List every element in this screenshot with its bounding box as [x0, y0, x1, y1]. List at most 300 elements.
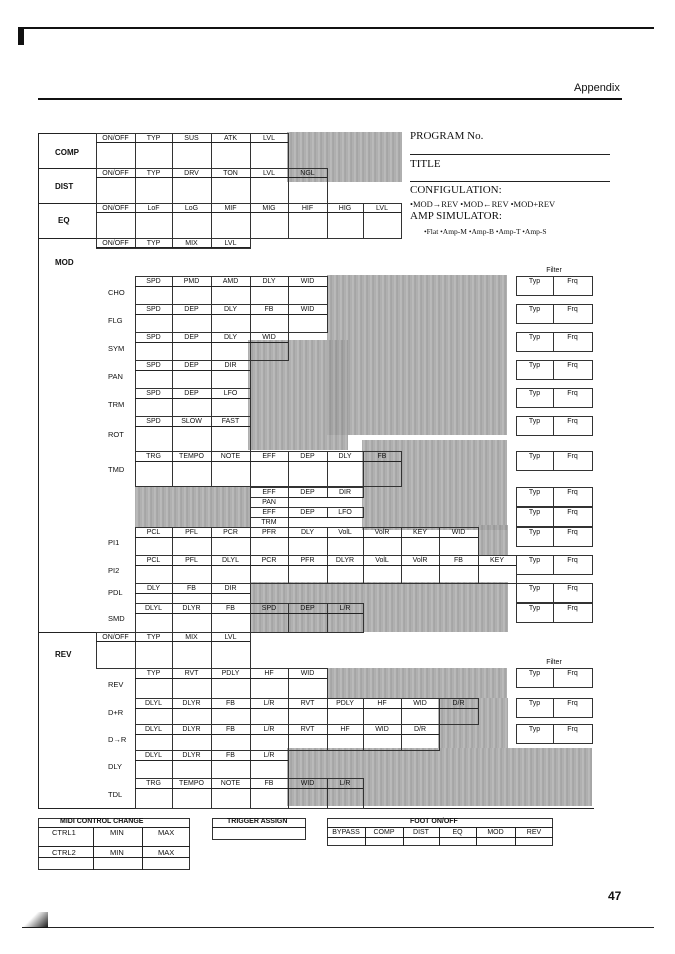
row-name-rev: REV — [108, 680, 124, 689]
filter-typ: Typ — [528, 278, 541, 285]
param-divider — [288, 517, 327, 518]
midi-ctrl2: CTRL2 — [52, 848, 76, 857]
param-divider — [135, 593, 172, 594]
param-divider — [135, 398, 172, 399]
midi-max-1: MAX — [158, 828, 175, 837]
param-divider — [288, 678, 327, 679]
param-label-dist: TYP — [146, 170, 161, 177]
param-divider — [211, 678, 250, 679]
header-rule — [38, 98, 622, 100]
trigger-line — [212, 827, 306, 828]
param-divider — [250, 734, 288, 735]
param-divider — [288, 613, 327, 614]
param-divider — [211, 142, 250, 143]
param-label-flg: SPD — [146, 306, 161, 313]
param-divider — [96, 212, 135, 213]
filter-typ: Typ — [528, 489, 541, 496]
param-divider — [172, 678, 211, 679]
param-divider — [135, 212, 172, 213]
param-divider — [211, 641, 250, 642]
foot-item-4: MOD — [487, 829, 504, 836]
param-label-comp: ATK — [223, 135, 238, 142]
param-label-dtr: FB — [226, 726, 235, 733]
param-label-tmd2: DIR — [338, 489, 352, 496]
param-divider — [211, 593, 250, 594]
param-label-dly: FB — [226, 752, 235, 759]
param-label-eq: HIF — [301, 205, 314, 212]
param-divider — [288, 734, 327, 735]
param-label-pi1: PFL — [185, 529, 198, 536]
param-divider — [135, 613, 172, 614]
param-divider — [172, 398, 211, 399]
label-dist: DIST — [55, 182, 74, 191]
foot-divider — [439, 827, 440, 846]
param-label-dpr: DLYR — [182, 700, 201, 707]
filter-frq: Frq — [567, 453, 578, 460]
param-divider — [211, 734, 250, 735]
filter-frq: Frq — [567, 585, 578, 592]
param-label-pi2: PFR — [300, 557, 315, 564]
param-label-tmd: TRG — [146, 453, 161, 460]
shade-8 — [327, 668, 507, 698]
param-divider — [172, 613, 211, 614]
param-divider — [250, 537, 288, 538]
row-name-dly: DLY — [108, 762, 123, 771]
param-label-flg: FB — [264, 306, 274, 313]
param-divider — [211, 788, 250, 789]
param-label-dtr: HF — [340, 726, 350, 733]
shade-2 — [327, 275, 507, 435]
param-label-tdl: TEMPO — [179, 780, 204, 787]
midi-min-1: MIN — [110, 828, 124, 837]
filter-typ: Typ — [528, 605, 541, 612]
param-label-rev_top: TYP — [146, 634, 161, 641]
param-label-pdl: DIR — [224, 585, 237, 592]
param-label-rot: SLOW — [181, 418, 202, 425]
param-divider — [288, 461, 327, 462]
param-label-pi1: PCL — [146, 529, 161, 536]
param-divider — [288, 212, 327, 213]
param-divider — [172, 212, 211, 213]
param-label-tdl: TRG — [146, 780, 161, 787]
param-label-dtr: L/R — [263, 726, 275, 733]
param-label-dtr: DLYL — [145, 726, 162, 733]
left-border — [38, 133, 39, 809]
param-divider — [401, 734, 439, 735]
sep-mod — [38, 238, 96, 239]
midi-vline-2 — [142, 827, 143, 870]
param-divider — [288, 314, 327, 315]
param-divider — [172, 734, 211, 735]
param-divider — [172, 461, 211, 462]
param-label-smd: FB — [226, 605, 235, 612]
param-label-smd: SPD — [261, 605, 277, 612]
param-divider — [211, 537, 250, 538]
foot-item-5: REV — [526, 829, 542, 836]
shade-6 — [478, 525, 508, 555]
param-label-cho: PMD — [183, 278, 200, 285]
param-divider — [135, 788, 172, 789]
param-divider — [172, 286, 211, 287]
param-label-rev: RVT — [184, 670, 199, 677]
param-divider — [250, 760, 288, 761]
param-divider — [250, 708, 288, 709]
filter-typ: Typ — [528, 509, 541, 516]
param-label-pi2: PCL — [146, 557, 161, 564]
param-divider — [135, 734, 172, 735]
row-name-pi1: PI1 — [108, 538, 120, 547]
midi-title: MIDI CONTROL CHANGE — [60, 818, 144, 825]
program-line — [410, 154, 610, 155]
midi-vline-1 — [93, 827, 94, 870]
filter-frq: Frq — [567, 557, 578, 564]
param-divider — [172, 537, 211, 538]
filter-typ: Typ — [528, 362, 541, 369]
row-name-rot: ROT — [108, 430, 124, 439]
param-label-dpr: D/R — [452, 700, 465, 707]
param-divider — [211, 426, 250, 427]
param-divider — [250, 565, 288, 566]
param-divider — [288, 708, 327, 709]
param-label-pi2: KEY — [489, 557, 504, 564]
param-label-pi1: WID — [451, 529, 466, 536]
param-divider — [211, 613, 250, 614]
param-divider — [135, 678, 172, 679]
param-divider — [211, 247, 250, 248]
filter-frq: Frq — [567, 726, 578, 733]
top-rule — [20, 27, 654, 29]
param-label-sym: SPD — [146, 334, 161, 341]
param-divider — [327, 734, 363, 735]
param-divider — [172, 142, 211, 143]
param-label-sym: WID — [262, 334, 276, 341]
foot-divider — [365, 827, 366, 846]
param-label-rev: TYP — [146, 670, 161, 677]
param-divider — [327, 517, 363, 518]
param-label-cho: DLY — [262, 278, 276, 285]
param-label-dly: DLYL — [145, 752, 162, 759]
param-divider — [478, 565, 516, 566]
param-label-rot: SPD — [146, 418, 161, 425]
param-label-rev_top: LVL — [224, 634, 237, 641]
param-divider — [211, 370, 250, 371]
param-label-dist: NGL — [300, 170, 315, 177]
param-label-tmd: TEMPO — [179, 453, 204, 460]
label-mod: MOD — [55, 258, 74, 267]
param-divider — [363, 565, 401, 566]
param-divider — [288, 497, 327, 498]
param-label-tmd2: EFF — [262, 489, 276, 496]
param-label-tmd: NOTE — [220, 453, 241, 460]
row-name-pi2: PI2 — [108, 566, 120, 575]
param-divider — [211, 212, 250, 213]
param-divider — [135, 537, 172, 538]
param-label-dist: LVL — [263, 170, 275, 177]
param-divider — [327, 537, 363, 538]
label-eq: EQ — [58, 216, 70, 225]
param-label-mod: MIX — [185, 240, 198, 247]
param-label-mod: LVL — [224, 240, 237, 247]
param-divider — [135, 641, 172, 642]
param-label-dpr: WID — [413, 700, 427, 707]
midi-line-2 — [38, 846, 190, 847]
param-divider — [327, 708, 363, 709]
param-divider — [135, 177, 172, 178]
section-header: Appendix — [574, 82, 620, 94]
param-label-dpr: L/R — [263, 700, 275, 707]
param-label-cho: WID — [300, 278, 315, 285]
param-divider — [211, 760, 250, 761]
param-divider — [439, 565, 478, 566]
param-divider — [96, 641, 135, 642]
param-label-tmd4: EFF — [262, 509, 276, 516]
param-divider — [135, 142, 172, 143]
param-divider — [288, 565, 327, 566]
param-divider — [135, 426, 172, 427]
row-name-dpr: D+R — [108, 708, 124, 717]
param-label-rev_top: MIX — [185, 634, 198, 641]
row-name-smd: SMD — [108, 614, 125, 623]
midi-ctrl1: CTRL1 — [52, 828, 76, 837]
param-divider — [135, 760, 172, 761]
param-label-pan: SPD — [146, 362, 161, 369]
param-label-flg: WID — [300, 306, 315, 313]
param-label-eq: MIG — [262, 205, 276, 212]
config-label: CONFIGULATION: — [410, 184, 502, 196]
param-label-tmd: FB — [377, 453, 387, 460]
param-label-trm: DEP — [184, 390, 199, 397]
filter-label: Filter — [546, 659, 562, 666]
filter-typ: Typ — [528, 334, 541, 341]
sep-comp — [38, 133, 96, 134]
param-divider — [172, 593, 211, 594]
param-label-rev: HF — [264, 670, 274, 677]
param-label-dpr: DLYL — [145, 700, 162, 707]
param-label-dtr: RVT — [300, 726, 315, 733]
param-divider — [288, 788, 327, 789]
param-divider — [250, 678, 288, 679]
param-label-comp: TYP — [146, 135, 161, 142]
param-label-pi2: FB — [454, 557, 463, 564]
param-divider — [363, 734, 401, 735]
param-divider — [172, 314, 211, 315]
param-label-pi1: PCR — [223, 529, 238, 536]
param-divider — [288, 537, 327, 538]
foot-divider — [403, 827, 404, 846]
param-divider — [211, 286, 250, 287]
sep-eq — [38, 203, 96, 204]
param-label-comp: LVL — [263, 135, 275, 142]
param-divider — [211, 314, 250, 315]
param-divider — [327, 497, 363, 498]
filter-label: Filter — [546, 267, 562, 274]
filter-frq: Frq — [567, 509, 578, 516]
foot-item-2: DIST — [413, 829, 429, 836]
filter-frq: Frq — [567, 278, 578, 285]
param-label-smd: DLYR — [182, 605, 201, 612]
filter-frq: Frq — [567, 489, 578, 496]
param-label-pdl: DLY — [146, 585, 161, 592]
param-label-dpr: RVT — [300, 700, 315, 707]
filter-typ: Typ — [528, 529, 541, 536]
param-label-rot: FAST — [221, 418, 240, 425]
param-divider — [288, 286, 327, 287]
filter-frq: Frq — [567, 334, 578, 341]
param-divider — [135, 708, 172, 709]
param-label-dly: L/R — [263, 752, 275, 759]
param-label-pi1: VolL — [338, 529, 352, 536]
param-divider — [172, 370, 211, 371]
param-label-smd: L/R — [339, 605, 351, 612]
foot-item-3: EQ — [452, 829, 463, 836]
param-label-dtr: WID — [375, 726, 389, 733]
midi-line-3 — [38, 857, 190, 858]
param-divider — [172, 788, 211, 789]
param-label-flg: DEP — [184, 306, 199, 313]
corner-mark-bottom — [20, 912, 48, 928]
filter-frq: Frq — [567, 605, 578, 612]
param-label-dist: TON — [223, 170, 238, 177]
row-name-pdl: PDL — [108, 588, 123, 597]
param-label-tdl: L/R — [339, 780, 351, 787]
foot-divider — [476, 827, 477, 846]
param-divider — [363, 461, 401, 462]
filter-typ: Typ — [528, 726, 541, 733]
param-label-dpr: HF — [377, 700, 387, 707]
param-label-dist: DRV — [184, 170, 199, 177]
param-label-sym: DLY — [223, 334, 238, 341]
corner-mark — [18, 27, 24, 45]
param-label-cho: SPD — [146, 278, 161, 285]
param-divider — [288, 177, 327, 178]
midi-box — [38, 818, 190, 870]
foot-item-0: BYPASS — [332, 829, 360, 836]
param-divider — [327, 212, 363, 213]
shade-5 — [135, 487, 250, 527]
param-divider — [172, 426, 211, 427]
param-divider — [327, 613, 363, 614]
filter-typ: Typ — [528, 557, 541, 564]
foot-item-1: COMP — [373, 829, 395, 836]
config-options: •MOD→REV •MOD←REV •MOD+REV — [410, 199, 556, 209]
midi-max-2: MAX — [158, 848, 175, 857]
filter-typ: Typ — [528, 306, 541, 313]
param-label-eq: ON/OFF — [102, 205, 129, 212]
param-label-pi2: PFL — [185, 557, 198, 564]
param-divider — [363, 708, 401, 709]
sep-rev — [38, 632, 96, 633]
param-divider — [211, 398, 250, 399]
param-label-cho: AMD — [222, 278, 239, 285]
param-label-pi1: VolR — [374, 529, 390, 536]
label-rev: REV — [55, 650, 72, 659]
param-divider — [135, 565, 172, 566]
param-label-dpr: FB — [226, 700, 235, 707]
param-label-mod: TYP — [146, 240, 161, 247]
param-label-rev_top: ON/OFF — [102, 634, 129, 641]
param-divider — [135, 286, 172, 287]
param-label-dtr: D/R — [413, 726, 427, 733]
param-label-pi2: DLYL — [222, 557, 239, 564]
filter-typ: Typ — [528, 700, 541, 707]
param-label-tmd2: DEP — [300, 489, 315, 496]
param-label-eq: LoF — [147, 205, 160, 212]
param-label-pi1: DLY — [300, 529, 315, 536]
param-label-pan: DEP — [184, 362, 199, 369]
amp-options: •Flat •Amp-M •Amp-B •Amp-T •Amp-S — [424, 227, 547, 236]
page-number: 47 — [608, 889, 622, 903]
param-divider — [172, 177, 211, 178]
filter-typ: Typ — [528, 453, 541, 460]
param-divider — [250, 177, 288, 178]
param-label-tdl: FB — [264, 780, 274, 787]
param-divider — [250, 613, 288, 614]
param-label-pi1: PFR — [262, 529, 276, 536]
row-name-cho: CHO — [108, 288, 125, 297]
foot-line-2 — [327, 837, 553, 838]
foot-title: FOOT ON/OFF — [410, 818, 458, 825]
filter-frq: Frq — [567, 418, 578, 425]
row-name-dtr: D→R — [108, 735, 127, 744]
filter-frq: Frq — [567, 390, 578, 397]
row-name-sym: SYM — [108, 344, 125, 353]
label-comp: COMP — [55, 148, 79, 157]
param-label-eq: MIF — [224, 205, 237, 212]
param-divider — [250, 212, 288, 213]
filter-frq: Frq — [567, 529, 578, 536]
param-label-comp: SUS — [184, 135, 199, 142]
title-label: TITLE — [410, 158, 441, 170]
param-label-smd: DEP — [300, 605, 315, 612]
row-name-pan: PAN — [108, 372, 123, 381]
param-label-pi2: PCR — [261, 557, 277, 564]
param-label-sym: DEP — [184, 334, 199, 341]
param-divider — [439, 537, 478, 538]
param-divider — [363, 537, 401, 538]
param-label-pdl: FB — [187, 585, 196, 592]
param-divider — [250, 314, 288, 315]
foot-divider — [515, 827, 516, 846]
title-line — [410, 181, 610, 182]
param-label-eq: HIG — [338, 205, 352, 212]
row-name-tmd: TMD — [108, 465, 125, 474]
param-divider — [250, 461, 288, 462]
filter-typ: Typ — [528, 418, 541, 425]
filter-typ: Typ — [528, 390, 541, 397]
param-label-tmd: DEP — [300, 453, 315, 460]
param-divider — [211, 177, 250, 178]
filter-frq: Frq — [567, 362, 578, 369]
param-divider — [135, 247, 172, 248]
param-label-tdl: NOTE — [220, 780, 241, 787]
param-label-rev: PDLY — [221, 670, 240, 677]
sep-dist — [38, 168, 96, 169]
param-divider — [172, 641, 211, 642]
param-divider — [250, 342, 288, 343]
param-divider — [172, 342, 211, 343]
param-label-eq: LVL — [376, 205, 388, 212]
filter-typ: Typ — [528, 585, 541, 592]
param-label-smd: DLYL — [145, 605, 162, 612]
param-divider — [96, 247, 135, 248]
param-divider — [250, 286, 288, 287]
trigger-title: TRIGGER ASSIGN — [227, 818, 288, 825]
param-divider — [172, 247, 211, 248]
param-label-tmd3: PAN — [262, 499, 276, 506]
param-label-trm: SPD — [146, 390, 161, 397]
param-divider — [135, 314, 172, 315]
param-divider — [250, 142, 288, 143]
